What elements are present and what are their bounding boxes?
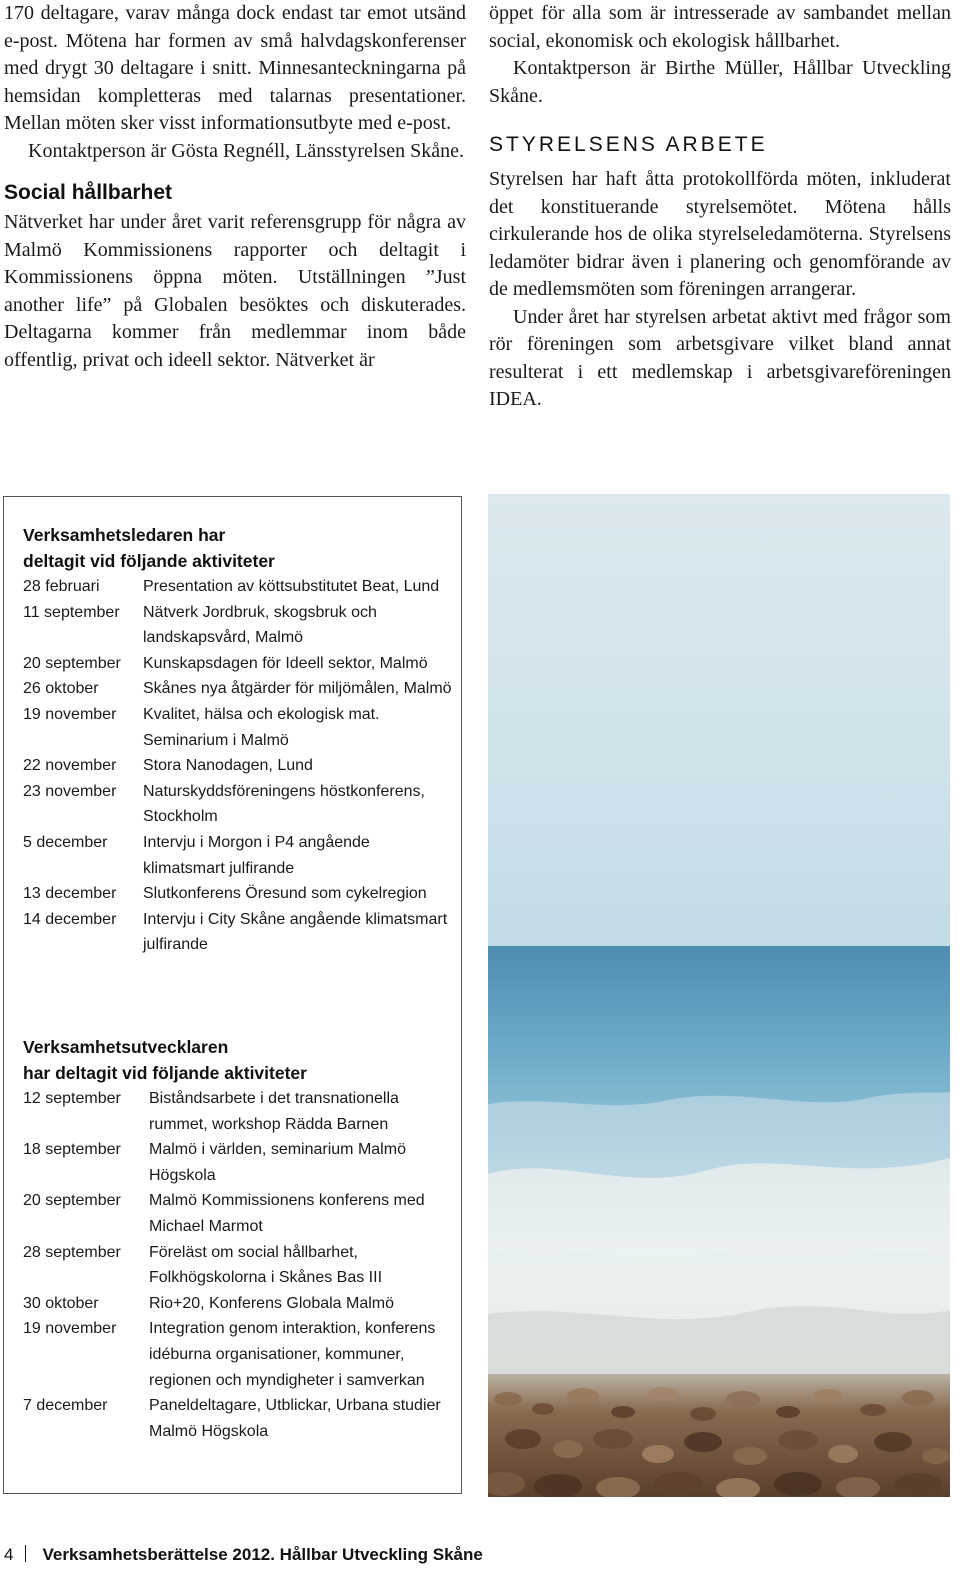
social-hallbarhet-heading: Social hållbarhet (4, 181, 173, 204)
activity-item (23, 1316, 453, 1393)
section-title-line-1: Verksamhetsledaren har (23, 525, 226, 545)
activity-item (23, 830, 453, 881)
activity-description: Nätverk Jordbruk, skogsbruk och landskapsvård, Malmö (143, 603, 377, 647)
activity-description: Naturskyddsföreningens höstkonferens, Stockholm (143, 782, 425, 826)
activity-date: 20 september (23, 654, 121, 672)
activity-item (23, 1291, 453, 1317)
activity-item (23, 1137, 453, 1188)
activity-description: Malmö Kommissionens konferens med Michael Marmot (149, 1192, 425, 1235)
activity-date: 7 december (23, 1397, 108, 1415)
activities-section-developer (23, 1035, 453, 1444)
right-text-column (489, 0, 951, 414)
continuation-paragraph: öppet för alla som är intresserade av sambandet mellan social, ekonomisk och ekologisk hållbarhet. (489, 2, 951, 52)
page-number: 4 (4, 1545, 14, 1564)
activity-date: 13 december (23, 885, 117, 903)
activity-description: Rio+20, Konferens Globala Malmö (149, 1294, 395, 1312)
activity-date: 28 september (23, 1243, 121, 1261)
activity-date: 22 november (23, 757, 117, 775)
activity-date: 11 september (23, 603, 120, 621)
activity-item (23, 1393, 453, 1444)
activity-date: 12 september (23, 1090, 121, 1107)
activity-date: 14 december (23, 910, 117, 928)
activity-date: 5 december (23, 833, 108, 851)
activity-description: Stora Nanodagen, Lund (143, 757, 313, 775)
activity-date: 28 februari (23, 578, 100, 595)
activity-item (23, 907, 453, 958)
activity-item (23, 702, 453, 753)
activity-description: Integration genom interaktion, konferens idéburna organisationer, kommuner, regionen och myndigheter i samverkan (149, 1320, 436, 1389)
activities-box (3, 496, 462, 1494)
activity-date: 20 september (23, 1192, 121, 1210)
activity-description: Kunskapsdagen för Ideell sektor, Malmö (143, 654, 428, 672)
beach-photo-image (488, 494, 950, 1497)
activity-description: Malmö i världen, seminarium Malmö Högskola (149, 1141, 406, 1184)
activity-item (23, 881, 453, 907)
page-footer (4, 1543, 483, 1567)
activity-item (23, 600, 453, 651)
document-title: Verksamhetsberättelse 2012. Hållbar Utveckling Skåne (42, 1545, 483, 1564)
activity-date: 18 september (23, 1141, 121, 1159)
activity-item (23, 676, 453, 702)
social-paragraph: Nätverket har under året varit referensgrupp för några av Malmö Kommissionens rapporter och deltagit i Kommissionens öppna möten. Utställningen ”Just another life” på Globalen besöktes och diskuterades. Deltagarna kommer från medlemmar inom både offentlig, privat och ideell sektor. Nätverket är (4, 211, 466, 371)
contact-paragraph: Kontaktperson är Gösta Regnéll, Länsstyrelsen Skåne. (28, 139, 465, 162)
activity-list-developer (23, 1086, 453, 1444)
activity-description: Intervju i City Skåne angående klimatsmart julfirande (143, 910, 448, 954)
activity-item (23, 779, 453, 830)
section-title-line-2: har deltagit vid följande aktiviteter (23, 1062, 307, 1083)
activity-item (23, 651, 453, 677)
contact-paragraph-right: Kontaktperson är Birthe Müller, Hållbar Utveckling Skåne. (489, 57, 951, 107)
activity-date: 23 november (23, 782, 117, 800)
activity-description: Presentation av köttsubstitutet Beat, Lund (143, 578, 440, 595)
activity-description: Paneldeltagare, Utblickar, Urbana studier Malmö Högskola (149, 1397, 441, 1440)
left-text-column (4, 0, 466, 374)
activity-description: Föreläst om social hållbarhet, Folkhögskolorna i Skånes Bas III (149, 1243, 383, 1287)
activity-description: Intervju i Morgon i P4 angående klimatsmart julfirande (143, 833, 370, 877)
activity-item (23, 753, 453, 779)
activity-description: Slutkonferens Öresund som cykelregion (143, 885, 427, 903)
activity-item (23, 1240, 453, 1291)
board-paragraph-1: Styrelsen har haft åtta protokollförda möten, inkluderat det konstituerande styrelsemötet. Mötena hålls cirkulerande hos de olika styrelseledamöterna. Styrelsens ledamöter bidrar även i planering och genomförande av de medlemsmöten som föreningen arrangerar. (489, 168, 951, 300)
activity-description: Kvalitet, hälsa och ekologisk mat. Seminarium i Malmö (143, 705, 380, 749)
intro-paragraph: 170 deltagare, varav många dock endast tar emot utsänd e-post. Mötena har formen av små halvdagskonferenser med drygt 30 deltagare i snitt. Minnesanteckningarna på hemsidan kompletteras med talarnas presentationer. Mellan möten sker visst informationsutbyte med e-post. (4, 2, 466, 134)
activity-description: Skånes nya åtgärder för miljömålen, Malmö (143, 680, 452, 698)
activity-list-leader (23, 574, 453, 958)
activity-date: 19 november (23, 1320, 117, 1338)
activity-item (23, 1086, 453, 1137)
activities-section-leader (23, 523, 453, 958)
activity-item (23, 574, 453, 600)
activity-date: 19 november (23, 705, 117, 723)
footer-divider (25, 1545, 26, 1562)
activity-date: 26 oktober (23, 680, 99, 698)
activity-date: 30 oktober (23, 1294, 99, 1312)
activity-item (23, 1188, 453, 1239)
section-title-line-1: Verksamhetsutvecklaren (23, 1037, 229, 1057)
activity-description: Biståndsarbete i det transnationella rummet, workshop Rädda Barnen (149, 1090, 399, 1133)
styrelsens-arbete-heading: STYRELSENS ARBETE (489, 133, 768, 156)
section-title-line-2: deltagit vid följande aktiviteter (23, 550, 275, 571)
beach-photo (488, 494, 950, 1497)
board-paragraph-2: Under året har styrelsen arbetat aktivt med frågor som rör föreningen som arbetsgivare vilket bland annat resulterat i ett medlemskap i arbetsgivareföreningen IDEA. (489, 305, 951, 410)
